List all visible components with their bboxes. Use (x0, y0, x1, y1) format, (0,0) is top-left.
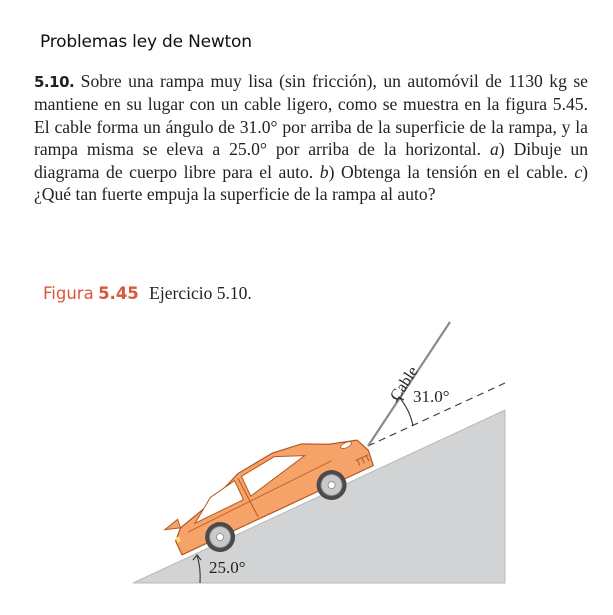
page-heading: Problemas ley de Newton (40, 32, 252, 52)
figure-label: Figura (43, 284, 94, 303)
part-a-label: a (490, 139, 499, 160)
figure-number: 5.45 (98, 284, 139, 303)
ramp-angle-label: 25.0° (209, 558, 246, 577)
cable-label: Cable (387, 363, 422, 405)
part-c-label: c (574, 161, 583, 182)
part-c-text: ) ¿Qué tan fuerte empuja la superficie de la rampa al auto? (34, 161, 588, 205)
part-b-text: ) Obtenga la tensión en el cable. (328, 161, 575, 182)
ramp (133, 410, 505, 583)
part-b-label: b (319, 161, 329, 182)
problem-number: 5.10. (34, 73, 75, 91)
part-a-text: ) Dibuje un diagrama de cuerpo libre para el auto. (34, 139, 588, 182)
figure-caption-text: Ejercicio 5.10. (149, 283, 252, 303)
problem-text: Sobre una rampa muy lisa (sin fricción), un automóvil de 1130 kg se mantiene en su lugar con un cable ligero, como se muestra en la figura 5.45. El cable forma un ángulo de 31.0° por arriba de la superficie de la rampa, y la rampa misma se eleva a 25.0° por arriba de la horizontal. (34, 71, 588, 160)
cable-angle-label: 31.0° (413, 387, 450, 406)
